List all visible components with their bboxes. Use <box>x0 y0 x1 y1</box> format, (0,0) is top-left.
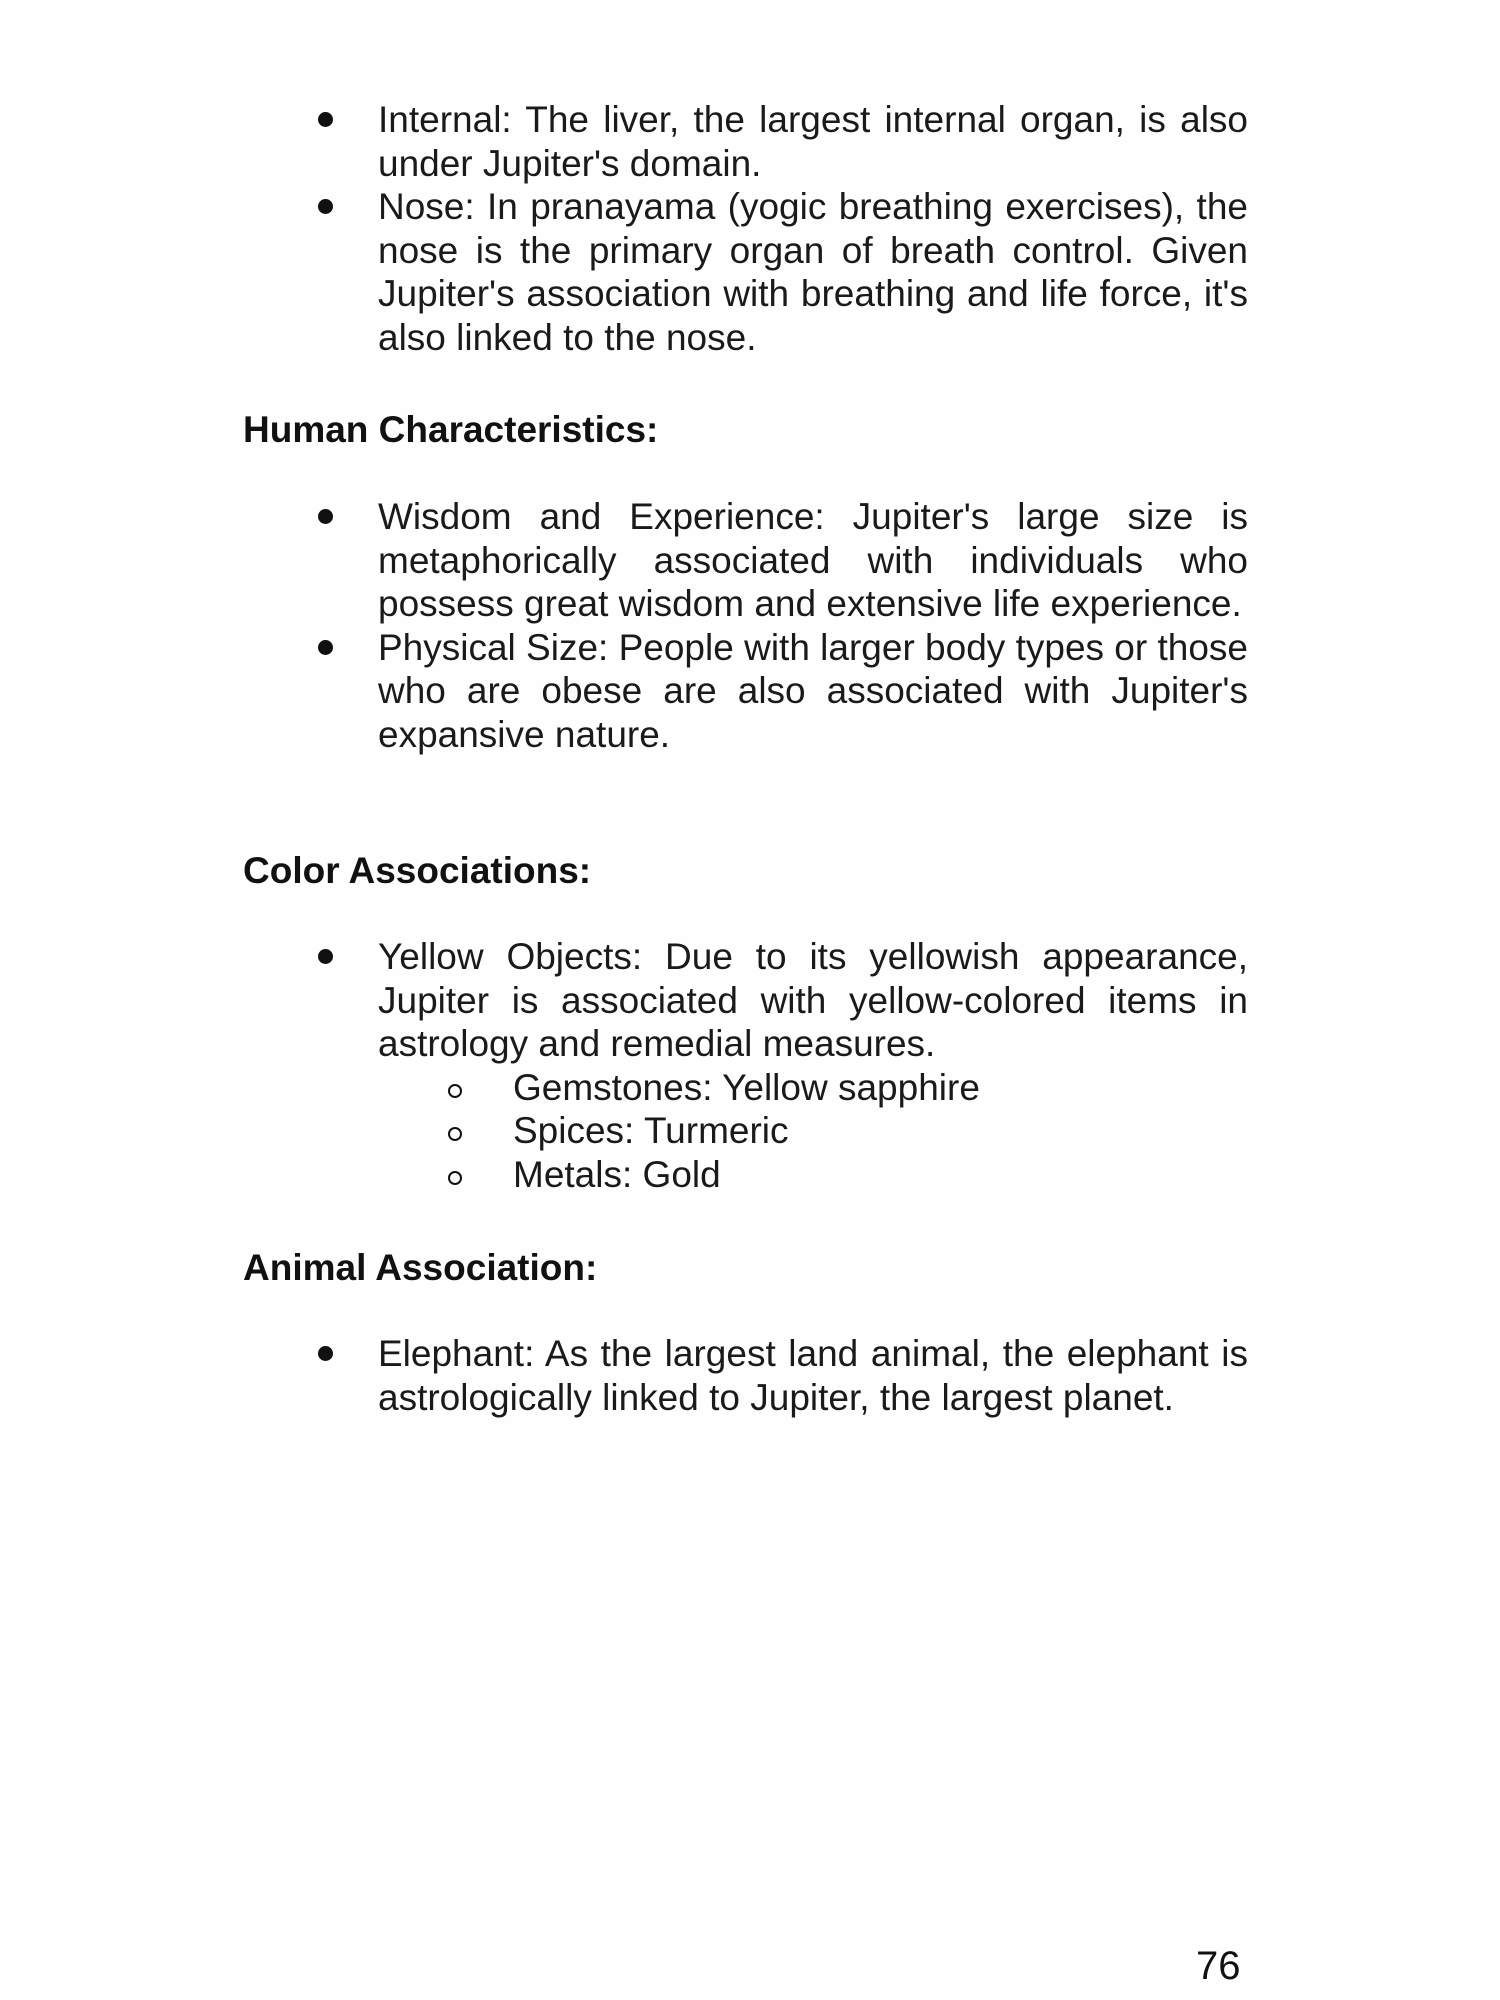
bullet-icon <box>318 509 333 524</box>
hollow-bullet-icon <box>448 1084 462 1098</box>
bullet-icon <box>318 949 333 964</box>
list-item-text: Internal: The liver, the largest internal organ, is also under Jupiter's domain. <box>378 99 1248 184</box>
bullet-icon <box>318 1346 333 1361</box>
list-item-yellow-objects <box>0 935 1248 1196</box>
intro-bullet-list <box>0 98 1500 359</box>
list-item-physical-size <box>0 626 1248 757</box>
list-item-text: Physical Size: People with larger body types or those who are obese are also associated with Jupiter's expansive nature. <box>378 626 1248 755</box>
list-item-elephant <box>0 1332 1248 1419</box>
list-item-wisdom <box>0 495 1248 626</box>
section-heading-animal-association: Animal Association: <box>243 1247 598 1288</box>
animal-association-list <box>0 1332 1500 1419</box>
list-item-nose <box>0 185 1248 359</box>
list-item-text: Yellow Objects: Due to its yellowish appearance, Jupiter is associated with yellow-colored items in astrology and remedial measures. <box>378 936 1248 1064</box>
page-number: 76 <box>1196 1944 1241 1988</box>
bullet-icon <box>318 640 333 655</box>
sub-list-item-text: Spices: Turmeric <box>513 1110 789 1151</box>
bullet-icon <box>318 199 333 214</box>
human-characteristics-list <box>0 495 1500 756</box>
bullet-icon <box>318 112 333 127</box>
section-heading-human-characteristics: Human Characteristics: <box>243 409 659 450</box>
hollow-bullet-icon <box>448 1171 462 1185</box>
list-item-text: Nose: In pranayama (yogic breathing exercises), the nose is the primary organ of breath control. Given Jupiter's association with breathing and life force, it's also linked to the nose. <box>378 186 1248 358</box>
list-item-text: Wisdom and Experience: Jupiter's large size is metaphorically associated with individuals who possess great wisdom and extensive life experience. <box>378 496 1248 624</box>
list-item-text: Elephant: As the largest land animal, the elephant is astrologically linked to Jupiter, the largest planet. <box>378 1333 1248 1418</box>
sub-list-item-metals <box>378 1153 1248 1197</box>
sub-list-item-text: Metals: Gold <box>513 1153 721 1195</box>
hollow-bullet-icon <box>448 1127 462 1141</box>
sub-list-item-text: Gemstones: Yellow sapphire <box>513 1066 980 1108</box>
color-associations-list <box>0 935 1500 1196</box>
sub-list-item-spices <box>378 1109 1248 1153</box>
list-item-internal <box>0 98 1248 185</box>
section-heading-color-associations: Color Associations: <box>243 850 592 891</box>
sub-list-item-gemstones <box>378 1066 1248 1110</box>
color-sub-list <box>378 1066 1248 1197</box>
